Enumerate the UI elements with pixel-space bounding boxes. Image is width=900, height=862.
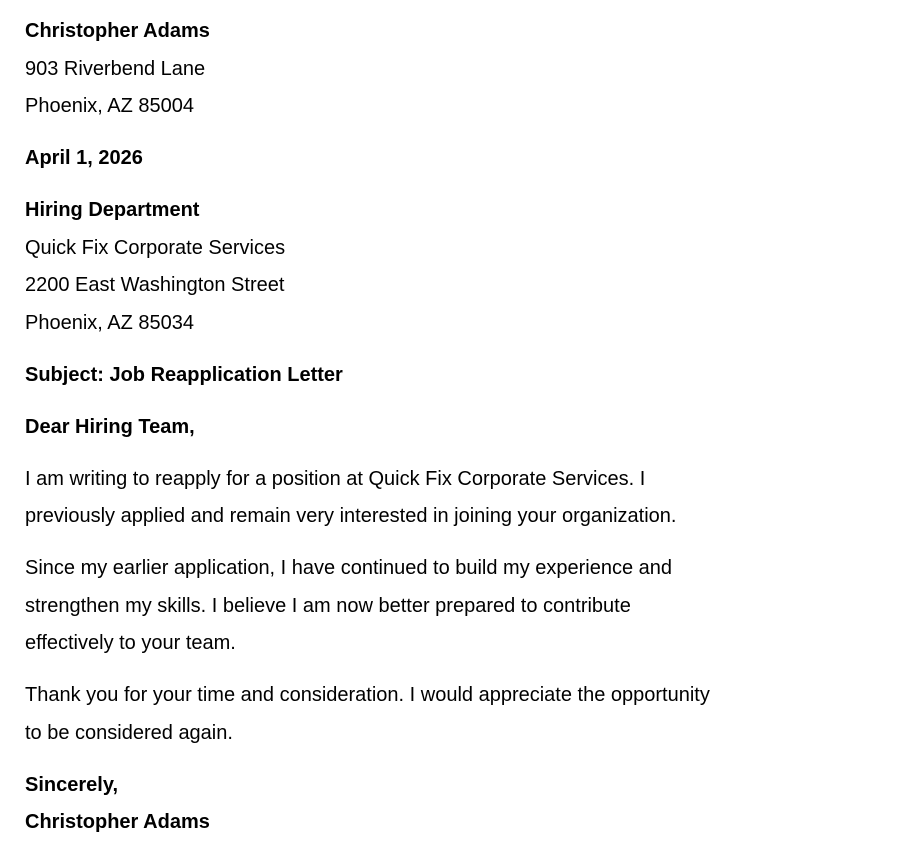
letter-date: April 1, 2026: [25, 147, 143, 169]
recipient-department: Hiring Department: [25, 199, 200, 221]
recipient-company: Quick Fix Corporate Services: [25, 236, 286, 259]
sender-name: Christopher Adams: [25, 20, 210, 42]
body-paragraph-3: [25, 677, 900, 752]
body-line: Thank you for your time and consideration. I would appreciate the opportunity: [25, 684, 710, 706]
recipient-address-line1: 2200 East Washington Street: [25, 274, 285, 296]
salutation-block: [25, 409, 900, 447]
subject-block: [25, 357, 900, 395]
recipient-address-line2: Phoenix, AZ 85034: [25, 311, 195, 334]
sender-address-line2: Phoenix, AZ 85004: [25, 95, 195, 117]
body-line: I am writing to reapply for a position at Quick Fix Corporate Services. I: [25, 467, 646, 490]
body-line: previously applied and remain very interested in joining your organization.: [25, 505, 677, 527]
body-line: to be considered again.: [25, 721, 233, 744]
sender-address-line1: 903 Riverbend Lane: [25, 57, 206, 80]
salutation: Dear Hiring Team,: [25, 415, 195, 438]
closing: Sincerely,: [25, 773, 119, 796]
recipient-block: [25, 192, 900, 342]
body-line: effectively to your team.: [25, 632, 236, 654]
sender-block: [25, 13, 900, 126]
date-block: [25, 140, 900, 178]
body-paragraph-1: [25, 461, 900, 536]
closing-block: [25, 767, 900, 842]
subject-line: Subject: Job Reapplication Letter: [25, 363, 343, 386]
body-line: strengthen my skills. I believe I am now better prepared to contribute: [25, 594, 631, 617]
body-line: Since my earlier application, I have continued to build my experience and: [25, 557, 673, 579]
body-paragraph-2: [25, 550, 900, 663]
signature-name: Christopher Adams: [25, 811, 210, 833]
